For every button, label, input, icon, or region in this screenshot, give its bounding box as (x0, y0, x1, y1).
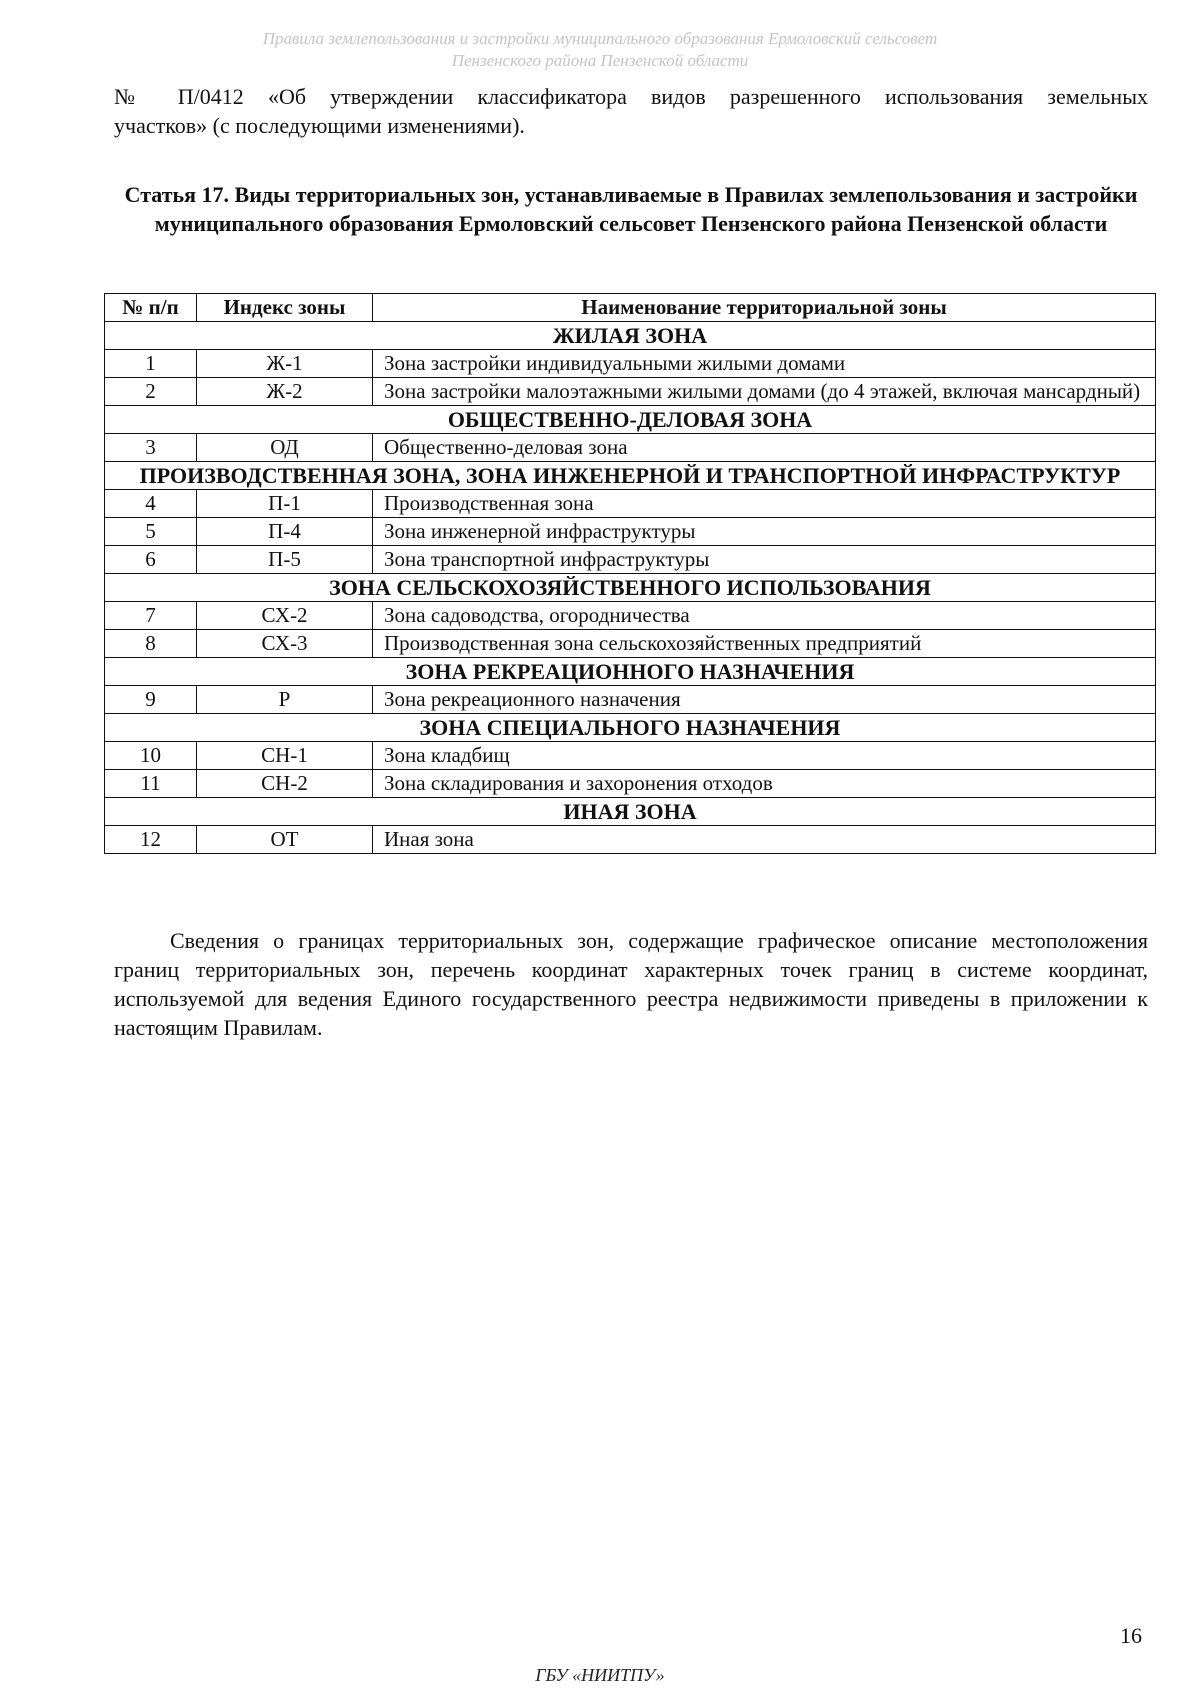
zone-index-cell: П-5 (197, 546, 373, 574)
zone-name-cell: Зона садоводства, огородничества (373, 602, 1156, 630)
zone-name-cell: Зона транспортной инфраструктуры (373, 546, 1156, 574)
zone-group-title: ЗОНА СПЕЦИАЛЬНОГО НАЗНАЧЕНИЯ (105, 714, 1156, 742)
article-title: Статья 17. Виды территориальных зон, устанавливаемые в Правилах землепользования и застройки муниципального образования Ермоловский сельсовет Пензенского района Пензенской области (124, 182, 1138, 236)
zone-number-cell: 11 (105, 770, 197, 798)
table-row (105, 546, 1156, 574)
zone-group-row (105, 658, 1156, 686)
zone-group-title: ИНАЯ ЗОНА (105, 798, 1156, 826)
running-header-line-2: Пензенского района Пензенской области (451, 51, 749, 70)
table-row (105, 602, 1156, 630)
zone-group-row (105, 574, 1156, 602)
zone-name-cell: Зона складирования и захоронения отходов (373, 770, 1156, 798)
table-row (105, 350, 1156, 378)
table-row (105, 742, 1156, 770)
zones-table-body (105, 322, 1156, 854)
zone-group-row (105, 714, 1156, 742)
zone-group-row (105, 322, 1156, 350)
zone-number-cell: 5 (105, 518, 197, 546)
zone-number-cell: 10 (105, 742, 197, 770)
zone-index-cell: СХ-3 (197, 630, 373, 658)
page-footer: ГБУ «НИИТПУ» (535, 1665, 665, 1685)
table-row (105, 826, 1156, 854)
zone-index-cell: ОТ (197, 826, 373, 854)
zone-name-cell: Зона кладбищ (373, 742, 1156, 770)
zone-index-cell: Ж-1 (197, 350, 373, 378)
table-row (105, 630, 1156, 658)
zone-number-cell: 2 (105, 378, 197, 406)
zone-group-row (105, 798, 1156, 826)
running-header (0, 28, 1200, 72)
table-row (105, 490, 1156, 518)
zone-index-cell: ОД (197, 434, 373, 462)
column-header-name: Наименование территориальной зоны (373, 294, 1156, 322)
intro-line-2: участков» (с последующими изменениями). (114, 113, 525, 138)
intro-paragraph (114, 82, 1148, 140)
zone-group-title: ПРОИЗВОДСТВЕННАЯ ЗОНА, ЗОНА ИНЖЕНЕРНОЙ И ТРАНСПОРТНОЙ ИНФРАСТРУКТУР (105, 462, 1156, 490)
zone-number-cell: 4 (105, 490, 197, 518)
running-header-line-1: Правила землепользования и застройки муниципального образования Ермоловский сельсовет (262, 29, 938, 48)
table-row (105, 686, 1156, 714)
zone-group-row (105, 462, 1156, 490)
zone-name-cell: Общественно-деловая зона (373, 434, 1156, 462)
zone-index-cell: СН-1 (197, 742, 373, 770)
page-number: 16 (1120, 1623, 1142, 1648)
zone-name-cell: Иная зона (373, 826, 1156, 854)
zone-name-cell: Зона инженерной инфраструктуры (373, 518, 1156, 546)
column-header-index: Индекс зоны (197, 294, 373, 322)
intro-line-1: № П/0412 «Об утверждении классификатора видов разрешенного использования земельных (114, 84, 1148, 109)
zone-number-cell: 12 (105, 826, 197, 854)
table-row (105, 770, 1156, 798)
zone-group-title: ЖИЛАЯ ЗОНА (105, 322, 1156, 350)
zone-index-cell: СХ-2 (197, 602, 373, 630)
zone-group-title: ЗОНА СЕЛЬСКОХОЗЯЙСТВЕННОГО ИСПОЛЬЗОВАНИЯ (105, 574, 1156, 602)
zone-index-cell: Р (197, 686, 373, 714)
zone-name-cell: Зона рекреационного назначения (373, 686, 1156, 714)
table-row (105, 378, 1156, 406)
zone-name-cell: Производственная зона (373, 490, 1156, 518)
zone-number-cell: 6 (105, 546, 197, 574)
zone-name-cell: Зона застройки индивидуальными жилыми домами (373, 350, 1156, 378)
zone-index-cell: СН-2 (197, 770, 373, 798)
zone-number-cell: 8 (105, 630, 197, 658)
zone-index-cell: П-1 (197, 490, 373, 518)
zone-index-cell: Ж-2 (197, 378, 373, 406)
zone-name-cell: Зона застройки малоэтажными жилыми домами (до 4 этажей, включая мансардный) (373, 378, 1156, 406)
column-header-number: № п/п (105, 294, 197, 322)
zone-name-cell: Производственная зона сельскохозяйственных предприятий (373, 630, 1156, 658)
zone-number-cell: 1 (105, 350, 197, 378)
zones-table (104, 293, 1156, 854)
table-row (105, 434, 1156, 462)
table-row (105, 518, 1156, 546)
zone-group-title: ОБЩЕСТВЕННО-ДЕЛОВАЯ ЗОНА (105, 406, 1156, 434)
zone-number-cell: 3 (105, 434, 197, 462)
zone-number-cell: 9 (105, 686, 197, 714)
table-header-row (105, 294, 1156, 322)
note-paragraph: Сведения о границах территориальных зон, содержащие графическое описание местоположения границ территориальных зон, перечень координат характерных точек границ в системе координат, используемой для ведения Единого государственного реестра недвижимости приведены в приложении к настоящим Правилам. (114, 928, 1148, 1040)
zone-number-cell: 7 (105, 602, 197, 630)
zone-group-title: ЗОНА РЕКРЕАЦИОННОГО НАЗНАЧЕНИЯ (105, 658, 1156, 686)
zone-group-row (105, 406, 1156, 434)
zone-index-cell: П-4 (197, 518, 373, 546)
